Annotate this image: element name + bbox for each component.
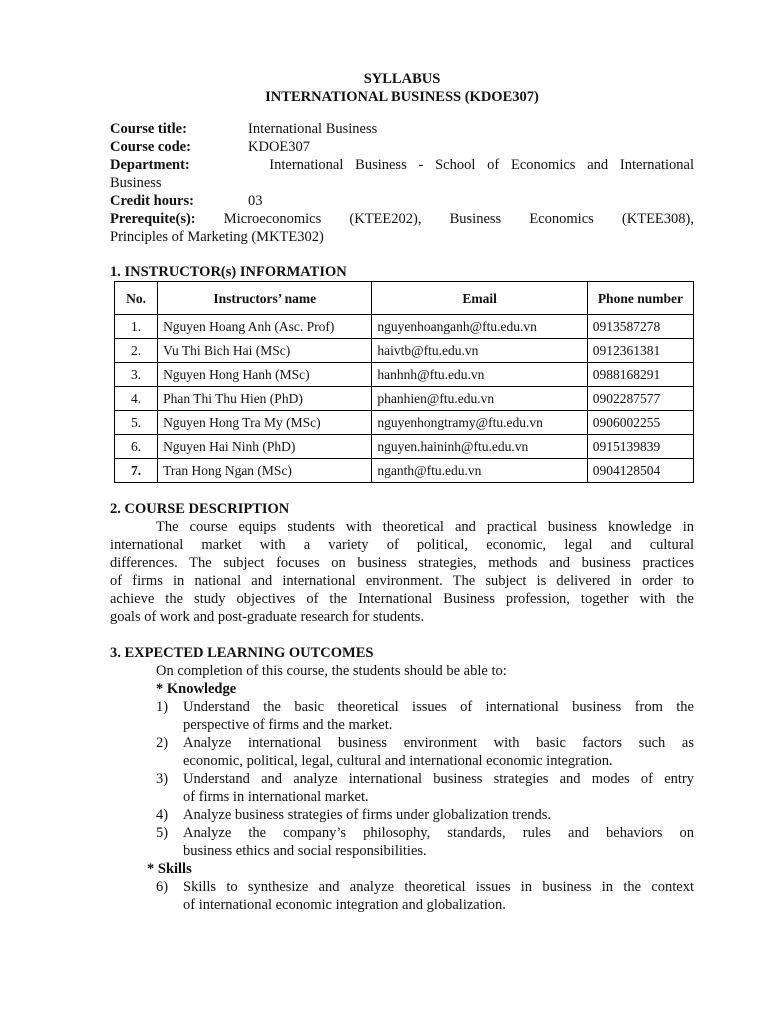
table-row [115,339,694,363]
row-email: hanhnh@ftu.edu.vn [372,363,587,387]
department-row [110,156,694,174]
col-header-phone: Phone number [587,282,693,315]
instructors-table [114,281,694,483]
skills-label: * Skills [147,861,192,877]
outcome-item [110,878,694,914]
row-phone: 0913587278 [587,315,693,339]
prerequisites-label: Prerequite(s): [110,211,196,227]
description-line: achieve the study objectives of the International Business profession, together with the [110,591,694,607]
table-row [115,315,694,339]
row-name: Vu Thi Bich Hai (MSc) [158,339,372,363]
outcome-number: 3) [156,771,169,787]
outcomes-intro: On completion of this course, the students should be able to: [156,663,507,679]
outcome-item [110,806,694,824]
course-code-value: KDOE307 [248,139,311,155]
document-content [110,70,694,914]
section2-heading: 2. COURSE DESCRIPTION [110,501,290,517]
outcome-number: 5) [156,825,169,841]
outcome-line2: economic, political, legal, cultural and international economic integration. [183,753,613,769]
row-phone: 0906002255 [587,411,693,435]
department-label: Department: [110,157,190,173]
table-row [115,459,694,483]
table-row [115,387,694,411]
description-line: differences. The subject focuses on business strategies, methods and business practices [110,555,694,571]
row-phone: 0915139839 [587,435,693,459]
course-code-row [110,138,694,156]
row-name: Nguyen Hoang Anh (Asc. Prof) [158,315,372,339]
course-title-label: Course title: [110,121,187,137]
row-no: 2. [115,339,158,363]
outcome-line1: Analyze the company’s philosophy, standards, rules and behaviors on [183,825,694,841]
row-email: phanhien@ftu.edu.vn [372,387,587,411]
table-row [115,363,694,387]
description-line: goals of work and post-graduate research for students. [110,609,425,625]
row-no: 5. [115,411,158,435]
outcome-line2: of firms in international market. [183,789,369,805]
table-header-row [115,282,694,315]
row-no: 7. [115,459,158,483]
outcome-number: 6) [156,879,169,895]
doc-title-line1: SYLLABUS [363,71,441,87]
row-email: nguyenhongtramy@ftu.edu.vn [372,411,587,435]
row-no: 4. [115,387,158,411]
section3-heading: 3. EXPECTED LEARNING OUTCOMES [110,645,374,661]
row-email: nganth@ftu.edu.vn [372,459,587,483]
outcome-item [110,824,694,860]
department-value-line1: International Business - School of Economics and International [269,157,695,173]
row-email: haivtb@ftu.edu.vn [372,339,587,363]
outcome-number: 1) [156,699,169,715]
credit-hours-label: Credit hours: [110,193,194,209]
row-name: Nguyen Hong Hanh (MSc) [158,363,372,387]
row-name: Nguyen Hai Ninh (PhD) [158,435,372,459]
outcome-item [110,734,694,770]
outcome-line1: Understand the basic theoretical issues of international business from the [183,699,694,715]
outcome-number: 4) [156,807,169,823]
row-name: Nguyen Hong Tra My (MSc) [158,411,372,435]
col-header-name: Instructors’ name [158,282,372,315]
row-no: 1. [115,315,158,339]
table-row [115,435,694,459]
outcome-item [110,698,694,734]
course-code-label: Course code: [110,139,191,155]
row-phone: 0988168291 [587,363,693,387]
row-phone: 0902287577 [587,387,693,411]
outcome-line2: perspective of firms and the market. [183,717,393,733]
outcome-line1: Understand and analyze international business strategies and modes of entry [183,771,694,787]
course-title-value: International Business [248,121,378,137]
doc-title-line2: INTERNATIONAL BUSINESS (KDOE307) [265,89,539,105]
row-phone: 0904128504 [587,459,693,483]
credit-hours-value: 03 [248,193,263,209]
table-row [115,411,694,435]
prerequisites-line1: Microeconomics (KTEE202), Business Economics (KTEE308), [223,211,694,227]
description-line: international market with a variety of political, economic, legal and cultural [110,537,694,553]
description-line: The course equips students with theoretical and practical business knowledge in [156,519,694,535]
course-description [110,518,694,626]
row-name: Tran Hong Ngan (MSc) [158,459,372,483]
outcome-number: 2) [156,735,169,751]
knowledge-label: * Knowledge [156,681,237,697]
row-no: 3. [115,363,158,387]
outcome-line1: Skills to synthesize and analyze theoretical issues in business in the context [183,879,694,895]
row-email: nguyenhoanganh@ftu.edu.vn [372,315,587,339]
outcome-line1: Analyze business strategies of firms under globalization trends. [183,807,552,823]
col-header-no: No. [115,282,158,315]
course-title-row [110,120,694,138]
row-name: Phan Thi Thu Hien (PhD) [158,387,372,411]
prerequisites-line2: Principles of Marketing (MKTE302) [110,229,324,245]
col-header-email: Email [372,282,587,315]
credit-hours-row [110,192,694,210]
outcome-item [110,770,694,806]
row-email: nguyen.haininh@ftu.edu.vn [372,435,587,459]
section1-heading: 1. INSTRUCTOR(s) INFORMATION [110,264,347,280]
prerequisites-row [110,210,694,228]
outcome-line1: Analyze international business environment with basic factors such as [183,735,694,751]
row-phone: 0912361381 [587,339,693,363]
outcome-line2: of international economic integration and globalization. [183,897,506,913]
department-value-line2: Business [110,175,162,191]
row-no: 6. [115,435,158,459]
description-line: of firms in national and international environment. The subject is delivered in order to [110,573,694,589]
outcome-line2: business ethics and social responsibilities. [183,843,427,859]
